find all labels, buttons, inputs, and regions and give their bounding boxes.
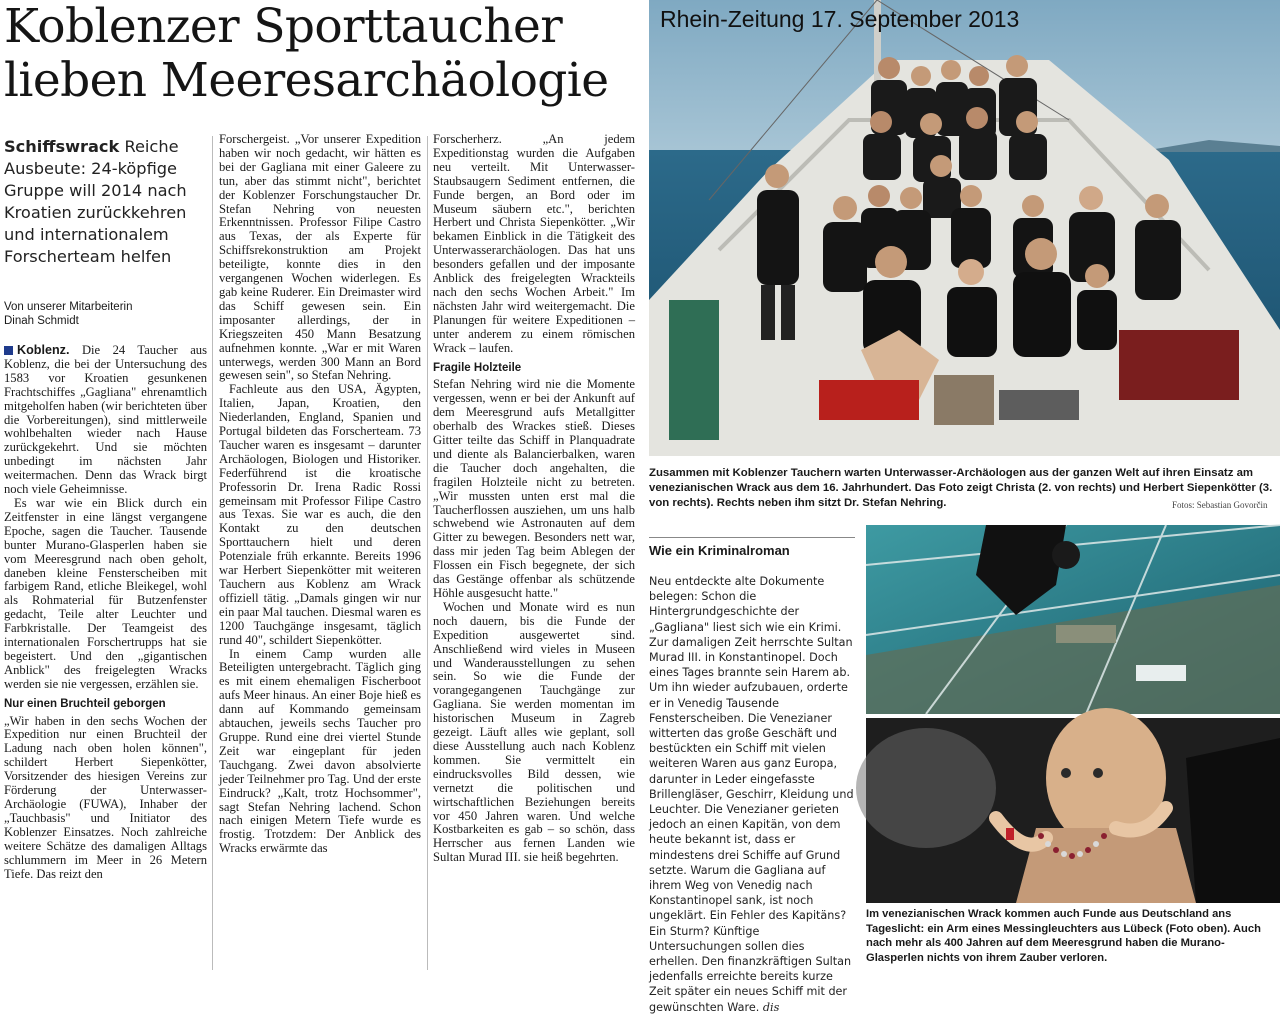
article-column-3 (433, 133, 635, 865)
headline-line-1: Koblenzer Sporttaucher (4, 0, 563, 54)
group-photo (649, 0, 1280, 456)
dateline-location: Koblenz. (17, 343, 70, 357)
byline-author: Dinah Schmidt (4, 315, 79, 327)
article-paragraph: Wochen und Monate wird es nun noch dauern, bis die Funde der Expedition ausgewertet sind. Anschließend wird vieles in Museen und Wanderausstellungen zu sehen sein. So wie die Funde der vorangegangenen Tauchgänge zur Gagliana. Sie werden momentan im historischen Museum in Zagreb gezeigt. Läuft alles wie geplant, soll diese Ausstellung auch nach Koblenz kommen. Sie vermittelt ein eindrucksvolles Bild dessen, wie vernetzt die politischen und wirtschaftlichen Beziehungen bereits vor 450 Jahren waren. Und welche Kostbarkeiten es gab – so schön, dass Herrscher aus fernen Landen wie Sultan Murad III. sie heiß begehrten. (433, 599, 635, 865)
article-paragraph: Forscherherz. „An jedem Expeditionstag wurden die Aufgaben neu verteilt. Mit Unterwasser-Staubsaugern Sediment entfernen, die Funde bergen, an Bord oder im Museum säubern etc.", berichten Herbert und Christa Siepenkötter. „Wir bekamen Einblick in die Tätigkeit des Unterwasserarchäologen. Das hat uns besonders gefallen und der imposante Anblick des freigelegten Wrackteils nach den sechs Wochen Arbeit." Im nächsten Jahr wird weitergemacht. Die Planungen für weitere Expeditionen – unter anderem zu einem römischen Wrack – laufen. (433, 132, 635, 355)
square-marker-icon (4, 346, 13, 355)
column-divider (427, 136, 428, 970)
headline-line-2: lieben Meeresarchäologie (4, 53, 609, 108)
article-paragraph: Fachleute aus den USA, Ägypten, Italien, Japan, Kroatien, den Niederlanden, England, Spanien und Portugal bildeten das Forscherteam. 73 Taucher waren es insgesamt – darunter Archäologen, Biologen und Historiker. Federführend ist die kroatische Professorin Dr. Irena Radic Rossi gemeinsam mit Professor Filipe Castro aus Texas. Sie war es auch, die den Kontakt zu den deutschen Sporttauchern hielt und deren Potenziale früh erkannte. Bereits 1996 war Herbert Siepenkötter mit weiteren Tauchern aus Koblenz am Wrack offiziell tätig. „Damals gingen wir nur ein paar Mal tauchen. Diesmal waren es 1200 Tauchgänge insgesamt, täglich rund 40", schildert Siepenkötter. (219, 382, 421, 647)
glass-beads-photo (866, 718, 1280, 903)
publication-date-label: Rhein-Zeitung 17. September 2013 (660, 6, 1020, 32)
article-column-2 (219, 133, 421, 856)
byline-line-1: Von unserer Mitarbeiterin (4, 301, 133, 313)
sidebar-box (649, 537, 855, 1014)
article-paragraph: „Wir haben in den sechs Wochen der Expedition nur einen Bruchteil der Ladung nach oben holen können", schildert Herbert Siepenkötter, Vorsitzender des hiesigen Vereins zur Förderung der Unterwasser-Archäologie (FUWA), Inhaber der „Tauchbasis" und Initiator des Koblenzer Einsatzes. Noch zahlreiche weitere Schätze des damaligen Alltags schlummern im Meer in 26 Metern Tiefe. Das reizt den (4, 713, 207, 881)
main-photo-caption: Zusammen mit Koblenzer Tauchern warten Unterwasser-Archäologen aus der ganzen Welt auf ihren Einsatz am venezianischen Wrack aus dem 16. Jahrhundert. Das Foto zeigt Christa (2. von rechts) und Herbert Siepenkötter (3. von rechts). Rechts neben ihm sitzt Dr. Stefan Nehring. (649, 467, 1273, 509)
sidebar-body: Neu entdeckte alte Dokumente belegen: Schon die Hintergrundgeschichte der „Gagliana" liest sich wie ein Krimi. Zur damaligen Zeit herrschte Sultan Murad III. in Konstantinopel. Doch eines Tages brannte sein Harem ab. Um ihn wieder aufzubauen, orderte er in Venedig Tausende Fensterscheiben. Die Venezianer witterten das große Geschäft und bestückten ein Schiff mit vielen weiteren Waren aus ganz Europa, darunter in Leder eingefasste Brillengläser, Geschirr, Kleidung und Leuchter. Die Venezianer gerieten jedoch an einen Kapitän, von dem heute bekannt ist, dass er mindestens drei Schiffe auf Grund setzte. Warum die Gagliana auf ihrem Weg von Venedig nach Konstantinopel sank, ist noch ungeklärt. Ein Fehler des Kapitäns? Ein Sturm? Künftige Untersuchungen sollen dies erhellen. Den finanzkräftigen Sultan jedenfalls erreichte bereits kurze Zeit später ein neues Schiff mit der gewünschten Ware. dis (649, 575, 854, 1014)
subtitle (4, 136, 207, 268)
article-paragraph: Forschergeist. „Vor unserer Expedition haben wir noch gedacht, wir hätten es bei der Gagliana mit einer Galeere zu tun, aber das stimmt nicht", berichtet der Koblenzer Forschungstaucher Dr. Stefan Nehring von neuesten Erkenntnissen. Professor Filipe Castro aus Texas, der als Experte für Schiffsrekonstruktion am Projekt beteiligte, konnte dies in den vergangenen Wochen widerlegen. Es gab keine Ruderer. Ein Dreimaster wird das Schiff gewesen sein. Ein imposanter allerdings, der in Kriegszeiten 450 Mann Besatzung aufnehmen konnte. „War er mit Waren unterwegs, werden 300 Mann an Bord gewesen sein", so Stefan Nehring. (219, 132, 421, 383)
article-paragraph: Es war wie ein Blick durch ein Zeitfenster in eine längst vergangene Epoche, sagen die Taucher. Tausende bunter Murano-Glasperlen haben sie vom Meeresgrund nach oben geholt, daneben kleine Fensterscheiben mit farbigem Rand, etliche Bleikegel, wohl als Rohmaterial für Butzenfenster gedacht, Teile alter Leuchter und Farbkristalle. Der Teamgeist des internationalen Forschertrupps hat sie begeistert. Und den „gigantischen Anblick" des freigelegten Wracks werden sie nie vergessen, erzählen sie. (4, 495, 207, 691)
byline (4, 300, 207, 328)
subtitle-text: Reiche Ausbeute: 24-köpfige Gruppe will 2014 nach Kroatien zurückkehren und internationalem Forscherteam helfen (4, 137, 187, 266)
subheading: Fragile Holzteile (433, 361, 522, 374)
subtitle-kicker: Schiffswrack (4, 137, 120, 156)
article-paragraph: In einem Camp wurden alle Beteiligten untergebracht. Täglich ging es mit einem ehemaligen Fischerboot aufs Meer hinaus. An einer Boje hieß es dann auf Kommando gemeinsam abtauchen, jeweils sechs Taucher pro Gruppe. Rund eine drei viertel Stunde Zeit war eingeplant für jeden Tauchgang. Zwei davon absolvierte jeder Teilnehmer pro Tag. Und der erste Eindruck? „Kalt, trotz Hochsommer", sagt Stefan Nehring lachend. Schon nach einigen Metern Tiefe wurde es frostig. Trotzdem: Der Anblick des Wracks erwärmte das (219, 646, 421, 856)
headline (4, 0, 644, 108)
beads-photo-caption: Im venezianischen Wrack kommen auch Funde aus Deutschland ans Tageslicht: ein Arm eines Messingleuchters aus Lübeck (Foto oben). Auch nach mehr als 400 Jahren auf dem Meeresgrund haben die Murano-Glasperlen nichts von ihrem Zauber verloren. (866, 908, 1261, 964)
column-divider (212, 136, 213, 970)
sidebar-title: Wie ein Kriminalroman (649, 543, 790, 558)
subheading: Nur einen Bruchteil geborgen (4, 697, 166, 710)
article-paragraph: Stefan Nehring wird nie die Momente vergessen, wenn er bei der Ankunft auf dem Meeresgrund aufs Metallgitter oberhalb des Wrackes stieß. Dieses Gitter teilte das Schiff in Planquadrate und diente als Balancierbalken, waren die Taucher doch angehalten, die fragilen Holzteile nicht zu betreten. „Wir mussten unten erst mal die Taucherflossen ausziehen, um uns halb schwebend wie Astronauten auf dem Gitter zu bewegen. Besonders nett war, dass mir jeden Tag beim Ablegen der Flossen ein Fisch begegnete, der sich das Gestänge offenbar als schützende Höhle ausgesucht hatte." (433, 377, 635, 600)
article-column-1 (4, 136, 207, 881)
article-paragraph: Koblenz. Die 24 Taucher aus Koblenz, die bei der Untersuchung des 1583 vor Kroatien gesunkenen Frachtschiffes „Gagliana" ehrenamtlich mitgeholfen haben (wir berichteten über die Vorbereitungen), sind mittlerweile wohlbehalten wieder nach Hause zurückgekehrt. Und sie möchten unbedingt im nächsten Jahr weitermachen. Denn das Wrack birgt noch viele Geheimnisse. (4, 343, 207, 497)
author-signature: dis (762, 1000, 780, 1014)
underwater-photo (866, 525, 1280, 714)
photo-credit: Fotos: Sebastian Govorčin (1172, 500, 1268, 510)
